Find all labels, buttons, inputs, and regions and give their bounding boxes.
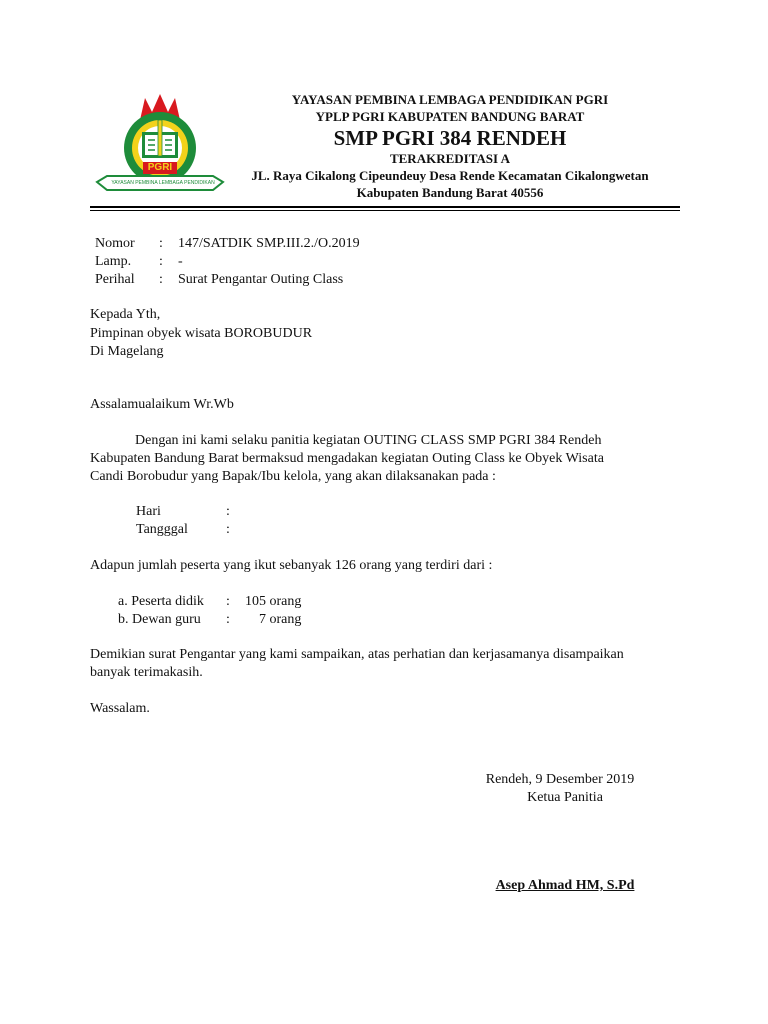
greeting: Assalamualaikum Wr.Wb [90,397,234,412]
perihal-value: Surat Pengantar Outing Class [178,272,344,287]
participant-teachers-label: b. Dewan guru [118,612,201,627]
perihal-colon: : [159,272,163,287]
signature-place-date: Rendeh, 9 Desember 2019 [485,772,635,787]
hari-colon: : [226,504,230,519]
body-paragraph-line-1: Dengan ini kami selaku panitia kegiatan OUTING CLASS SMP PGRI 384 Rendeh [135,433,602,448]
school-name: SMP PGRI 384 RENDEH [333,126,567,150]
logo-text: PGRI [147,162,173,173]
signatory-name: Asep Ahmad HM, S.Pd [495,878,635,893]
body-paragraph-line-3: Candi Borobudur yang Bapak/Ibu kelola, yang akan dilaksanakan pada : [90,469,496,484]
header-divider-thin [90,210,680,211]
participants-intro: Adapun jumlah peserta yang ikut sebanyak 126 orang yang terdiri dari : [90,558,493,573]
closing-line-2: banyak terimakasih. [90,665,203,680]
recipient-salutation: Kepada Yth, [90,307,161,322]
region: Kabupaten Bandung Barat 40556 [356,185,544,200]
participant-students-label: a. Peserta didik [118,594,204,609]
recipient-name: Pimpinan obyek wisata BOROBUDUR [90,326,313,341]
tanggal-label: Tangggal [136,522,188,537]
participant-students-value: 105 orang [245,594,302,609]
logo-ribbon-text: YAYASAN PEMBINA LEMBAGA PENDIDIKAN [111,180,215,186]
farewell: Wassalam. [90,701,150,716]
lamp-value: - [178,254,183,269]
recipient-location: Di Magelang [90,344,164,359]
hari-label: Hari [136,504,161,519]
foundation-name: YAYASAN PEMBINA LEMBAGA PENDIDIKAN PGRI [291,92,609,107]
closing-line-1: Demikian surat Pengantar yang kami sampaikan, atas perhatian dan kerjasamanya disampaikan [90,647,624,662]
participant-teachers-value: 7 orang [259,612,302,627]
body-paragraph-line-2: Kabupaten Bandung Barat bermaksud mengadakan kegiatan Outing Class ke Obyek Wisata [90,451,604,466]
nomor-colon: : [159,236,163,251]
header-divider [90,206,680,208]
foundation-branch: YPLP PGRI KABUPATEN BANDUNG BARAT [315,109,585,124]
address: JL. Raya Cikalong Cipeundeuy Desa Rende Kecamatan Cikalongwetan [251,168,649,183]
participant-teachers-colon: : [226,612,230,627]
signature-role: Ketua Panitia [527,790,603,805]
perihal-label: Perihal [95,272,135,287]
lamp-colon: : [159,254,163,269]
nomor-value: 147/SATDIK SMP.III.2./O.2019 [178,236,360,251]
tanggal-colon: : [226,522,230,537]
lamp-label: Lamp. [95,254,132,269]
nomor-label: Nomor [95,236,135,251]
accreditation: TERAKREDITASI A [389,151,511,166]
participant-students-colon: : [226,594,230,609]
